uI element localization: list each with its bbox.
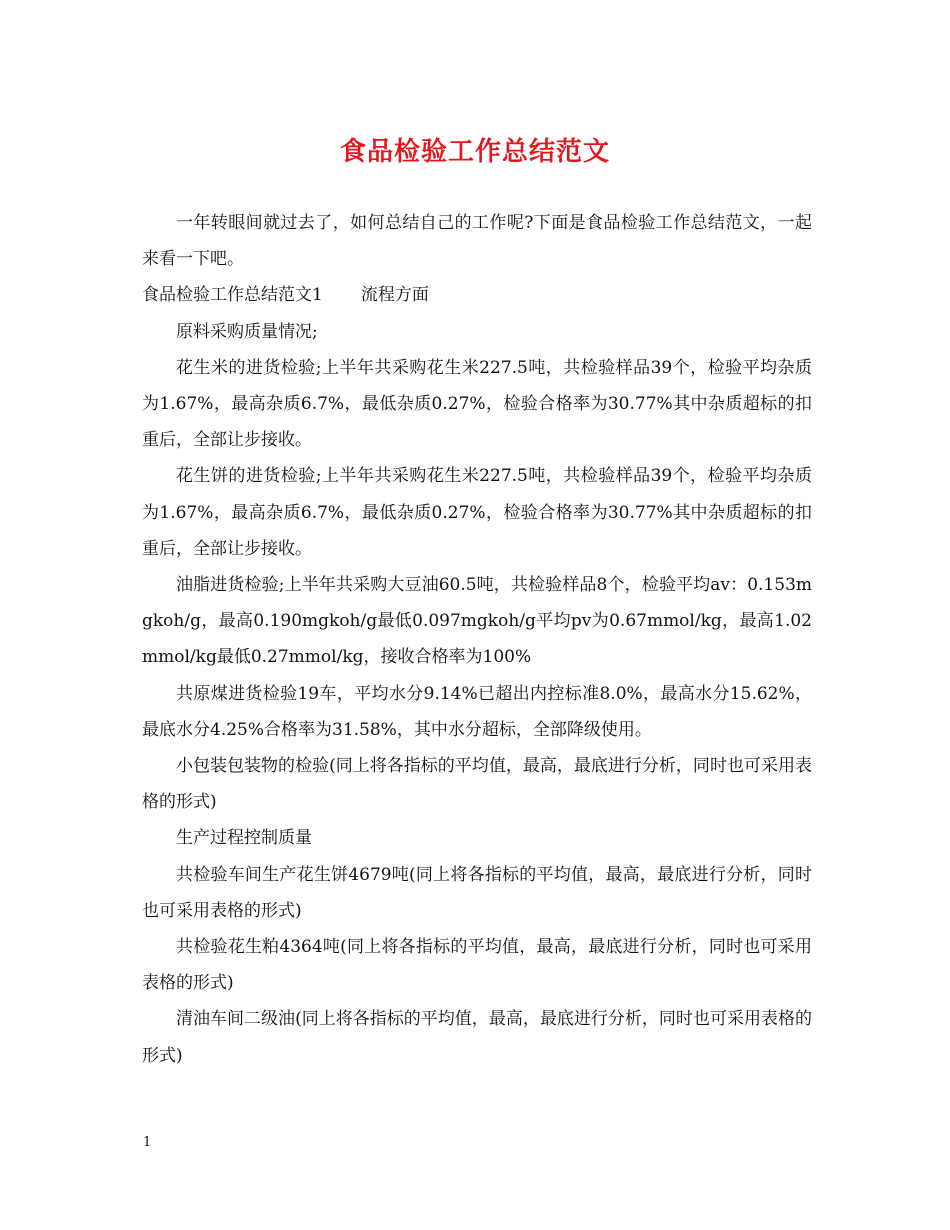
document-title: 食品检验工作总结范文 bbox=[339, 137, 610, 167]
paragraph-production-control: 生产过程控制质量 bbox=[176, 828, 312, 849]
paragraph-packaging: 小包装包装物的检验(同上将各指标的平均值，最高，最底进行分析，同时也可采用表格的形式) bbox=[142, 756, 812, 813]
section-heading-line bbox=[142, 277, 812, 313]
paragraph-raw-material: 原料采购质量情况; bbox=[176, 321, 318, 342]
intro-paragraph: 一年转眼间就过去了，如何总结自己的工作呢?下面是食品检验工作总结范文，一起来看一下吧。 bbox=[142, 213, 812, 270]
paragraph-coal: 共原煤进货检验19车，平均水分9.14%已超出内控标准8.0%，最高水分15.62%，最底水分4.25%合格率为31.58%，其中水分超标，全部降级使用。 bbox=[142, 683, 812, 740]
paragraph-peanut-cake-production: 共检验车间生产花生饼4679吨(同上将各指标的平均值，最高，最底进行分析，同时也可采用表格的形式) bbox=[142, 864, 812, 921]
paragraph-peanut-cake: 花生饼的进货检验;上半年共采购花生米227.5吨，共检验样品39个，检验平均杂质为1.67%，最高杂质6.7%，最低杂质0.27%，检验合格率为30.77%其中杂质超标的扣重后，全部让步接收。 bbox=[142, 466, 812, 559]
section-heading: 食品检验工作总结范文1 bbox=[142, 285, 323, 306]
page-number: 1 bbox=[143, 1135, 152, 1150]
paragraph-oil: 油脂进货检验;上半年共采购大豆油60.5吨，共检验样品8个，检验平均av：0.153mgkoh/g，最高0.190mgkoh/g最低0.097mgkoh/g平均pv为0.67mmol/kg，最高1.02mmol/kg最低0.27mmol/kg，接收合格率为100% bbox=[142, 575, 812, 668]
section-subheading: 流程方面 bbox=[360, 285, 429, 306]
paragraph-peanut-meal: 共检验花生粕4364吨(同上将各指标的平均值，最高，最底进行分析，同时也可采用表格的形式) bbox=[142, 937, 812, 994]
paragraph-refined-oil: 清油车间二级油(同上将各指标的平均值，最高，最底进行分析，同时也可采用表格的形式) bbox=[142, 1009, 812, 1066]
paragraph-peanut-kernel: 花生米的进货检验;上半年共采购花生米227.5吨，共检验样品39个，检验平均杂质为1.67%，最高杂质6.7%，最低杂质0.27%，检验合格率为30.77%其中杂质超标的扣重后，全部让步接收。 bbox=[142, 357, 812, 451]
document-body bbox=[142, 205, 812, 1074]
